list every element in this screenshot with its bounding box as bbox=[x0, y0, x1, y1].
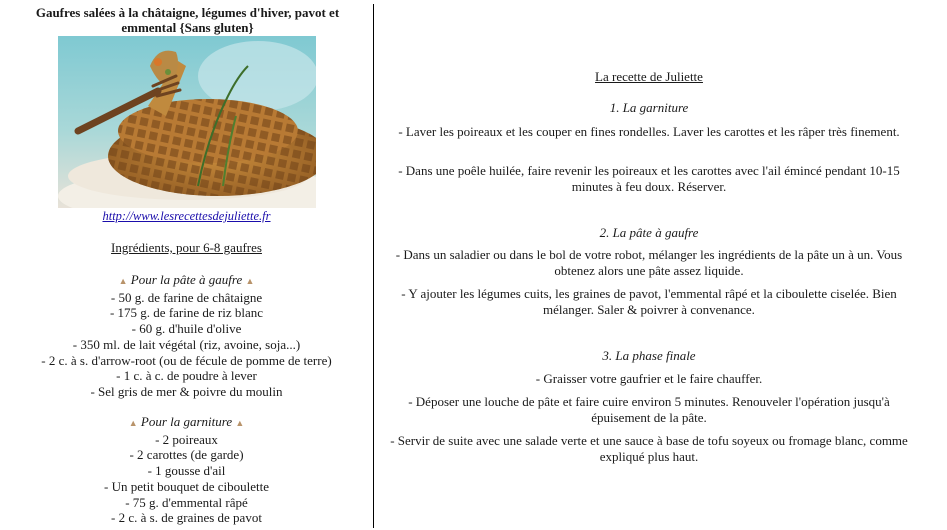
source-link[interactable]: http://www.lesrecettesdejuliette.fr bbox=[102, 209, 271, 223]
ingredient-item: - 350 ml. de lait végétal (riz, avoine, soja...) bbox=[72, 336, 301, 352]
ingredient-item: - 2 c. à s. de graines de pavot bbox=[111, 510, 262, 526]
ingredient-item: - 2 carottes (de garde) bbox=[129, 447, 244, 463]
triangle-up-icon: ▲ bbox=[245, 276, 255, 286]
section-heading: 2. La pâte à gaufre bbox=[599, 225, 699, 240]
ingredient-item: - 175 g. de farine de riz blanc bbox=[109, 305, 264, 321]
instruction-paragraph: - Laver les poireaux et les couper en fines rondelles. Laver les carottes et les râper très finement. bbox=[398, 124, 900, 139]
ingredient-item: - Sel gris de mer & poivre du moulin bbox=[90, 383, 283, 399]
recipe-title: Gaufres salées à la châtaigne, légumes d'hiver, pavot et emmental {Sans gluten} bbox=[35, 5, 340, 35]
instructions-column bbox=[388, 0, 910, 530]
ingredient-item: - 50 g. de farine de châtaigne bbox=[110, 289, 263, 305]
garniture-ingredients bbox=[0, 414, 373, 526]
ingredient-item: - 1 c. à c. de poudre à lever bbox=[116, 368, 257, 384]
pate-subheading: ▲ Pour la pâte à gaufre ▲ bbox=[118, 272, 255, 287]
triangle-up-icon: ▲ bbox=[128, 418, 138, 428]
instruction-paragraph: - Y ajouter les légumes cuits, les graines de pavot, l'emmental râpé et la ciboulette ciselée. Bien mélanger. Saler & poivrer à convenance. bbox=[401, 286, 897, 317]
ingredients-heading: Ingrédients, pour 6-8 gaufres bbox=[111, 240, 262, 255]
instruction-paragraph: - Servir de suite avec une salade verte et une sauce à base de tofu soyeux ou fromage blanc, comme expliqué plus haut. bbox=[390, 433, 908, 464]
section-heading: 3. La phase finale bbox=[602, 348, 696, 363]
ingredient-item: - 2 poireaux bbox=[155, 431, 218, 447]
pate-ingredients bbox=[0, 272, 373, 400]
instruction-paragraph: - Dans une poêle huilée, faire revenir les poireaux et les carottes avec l'ail émincé pendant 10-15 minutes à feu doux. Réserver. bbox=[398, 163, 900, 194]
ingredient-item: - 1 gousse d'ail bbox=[147, 463, 226, 479]
triangle-up-icon: ▲ bbox=[235, 418, 245, 428]
garniture-subheading: ▲ Pour la garniture ▲ bbox=[128, 414, 245, 429]
ingredient-item: - 2 c. à s. d'arrow-root (ou de fécule de pomme de terre) bbox=[41, 352, 332, 368]
ingredient-item: - Un petit bouquet de ciboulette bbox=[104, 478, 269, 494]
ingredients-column bbox=[0, 0, 373, 530]
section-heading: 1. La garniture bbox=[609, 100, 689, 115]
instruction-paragraph: - Dans un saladier ou dans le bol de votre robot, mélanger les ingrédients de la pâte un à un. Vous obtenez alors une pâte assez liquide. bbox=[395, 247, 903, 278]
triangle-up-icon: ▲ bbox=[118, 276, 128, 286]
column-divider bbox=[373, 4, 374, 528]
waffle-photo bbox=[58, 36, 316, 208]
ingredient-item: - 75 g. d'emmental râpé bbox=[125, 494, 248, 510]
ingredient-item: - 60 g. d'huile d'olive bbox=[131, 321, 242, 337]
instructions-title: La recette de Juliette bbox=[595, 69, 703, 84]
instruction-paragraph: - Graisser votre gaufrier et le faire chauffer. bbox=[535, 371, 763, 386]
instruction-paragraph: - Déposer une louche de pâte et faire cuire environ 5 minutes. Renouveler l'opération jusqu'à épuisement de la pâte. bbox=[408, 394, 890, 425]
